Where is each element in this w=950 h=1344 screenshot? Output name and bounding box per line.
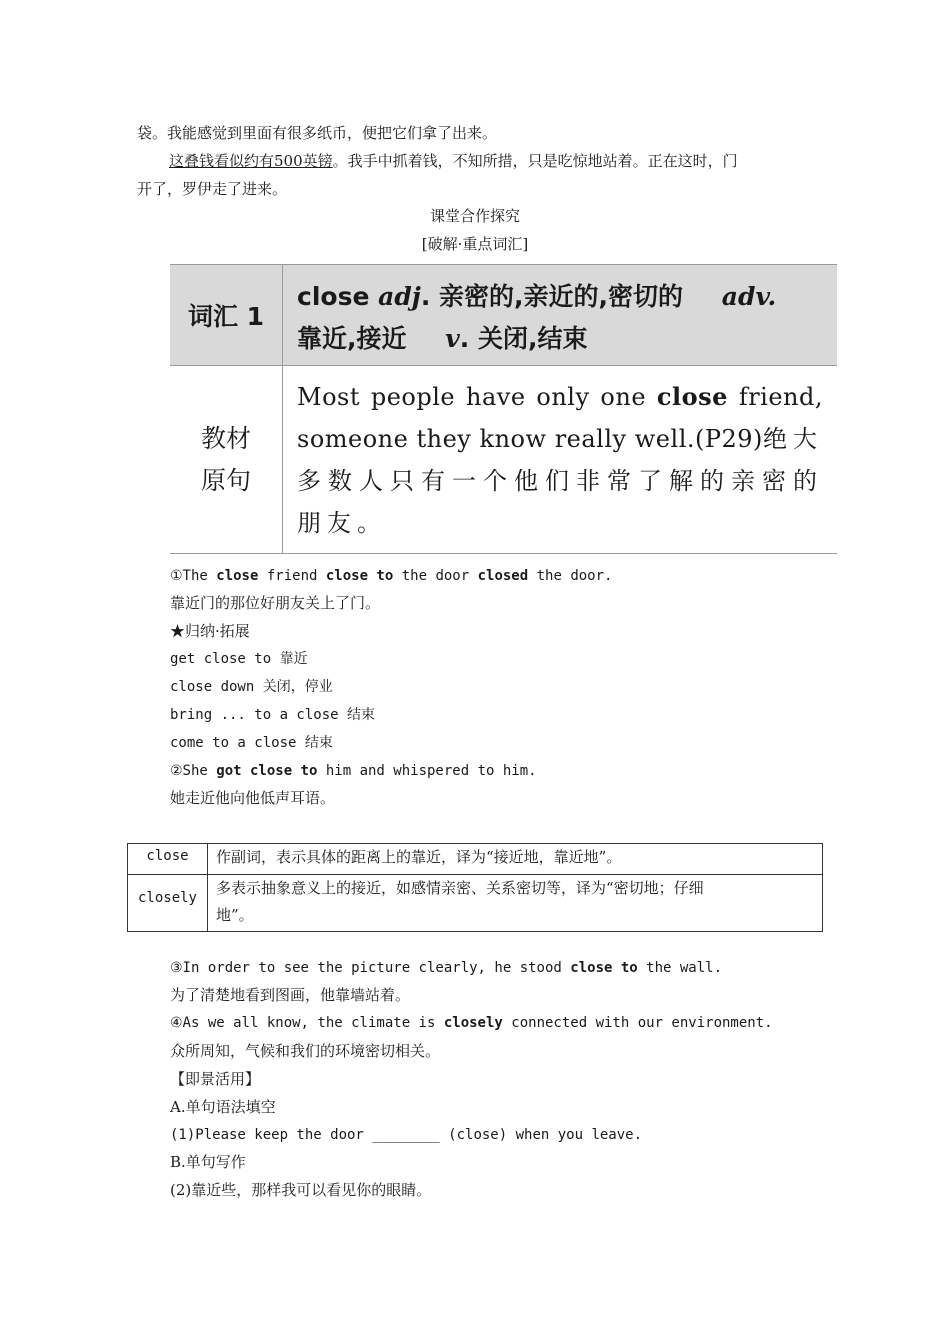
practice-heading: 【即景活用】 [170, 1070, 261, 1088]
intro-line-3: 开了，罗伊走了进来。 [137, 180, 288, 198]
comparison-value: 多表示抽象意义上的接近，如感情亲密、关系密切等，译为“密切地；仔细 地”。 [216, 879, 704, 924]
expand-item: come to a close 结束 [170, 735, 333, 751]
practice-question-1: (1)Please keep the door ________ (close) when you leave. [170, 1127, 643, 1143]
expand-heading: ★归纳·拓展 [170, 622, 250, 640]
comparison-key: closely [137, 890, 197, 906]
vocab-table [170, 264, 837, 554]
source-sentence: Most people have only one close friend, someone they know really well.(P29)绝大多数人只有一个他们非常了解的亲密的朋友。 [297, 382, 824, 537]
intro-line-2: 这叠钱看似约有500英镑。我手中抓着钱，不知所措，只是吃惊地站着。正在这时，门 [169, 152, 738, 170]
section-title: 课堂合作探究 [429, 207, 520, 225]
section-subtitle: [破解·重点词汇] [421, 235, 529, 253]
example-3-translation: 为了清楚地看到图画，他靠墙站着。 [170, 986, 411, 1004]
example-1-translation: 靠近门的那位好朋友关上了门。 [170, 594, 381, 612]
practice-part-a: A.单句语法填空 [170, 1098, 276, 1116]
underlined-phrase: 这叠钱看似约有500英镑 [169, 152, 333, 170]
expand-item: get close to 靠近 [170, 651, 308, 667]
comparison-key: close [146, 848, 189, 864]
source-label: 教材 原句 [200, 424, 251, 495]
example-4-translation: 众所周知，气候和我们的环境密切相关。 [170, 1042, 441, 1060]
intro-line-1: 袋。我能感觉到里面有很多纸币，便把它们拿了出来。 [137, 124, 498, 142]
practice-part-b: B.单句写作 [170, 1153, 246, 1171]
vocab-headword: close adj. 亲密的,亲近的,密切的 adv. 靠近,接近 v. 关闭,结束 [297, 282, 777, 353]
comparison-value: 作副词，表示具体的距离上的靠近，译为“接近地，靠近地”。 [216, 848, 622, 866]
expand-item: close down 关闭，停业 [170, 679, 333, 695]
expand-item: bring ... to a close 结束 [170, 707, 376, 723]
example-2: ②She got close to him and whispered to him. [170, 763, 537, 779]
answer-blank[interactable]: ________ [372, 1127, 440, 1143]
example-4: ④As we all know, the climate is closely connected with our environment. [170, 1015, 773, 1031]
example-3: ③In order to see the picture clearly, he stood close to the wall. [170, 960, 723, 976]
comparison-table [127, 843, 823, 932]
example-2-translation: 她走近他向他低声耳语。 [170, 789, 336, 807]
practice-question-2: (2)靠近些，那样我可以看见你的眼睛。 [170, 1181, 432, 1199]
vocab-label: 词汇 1 [187, 301, 265, 331]
example-1: ①The close friend close to the door closed the door. [170, 568, 613, 584]
